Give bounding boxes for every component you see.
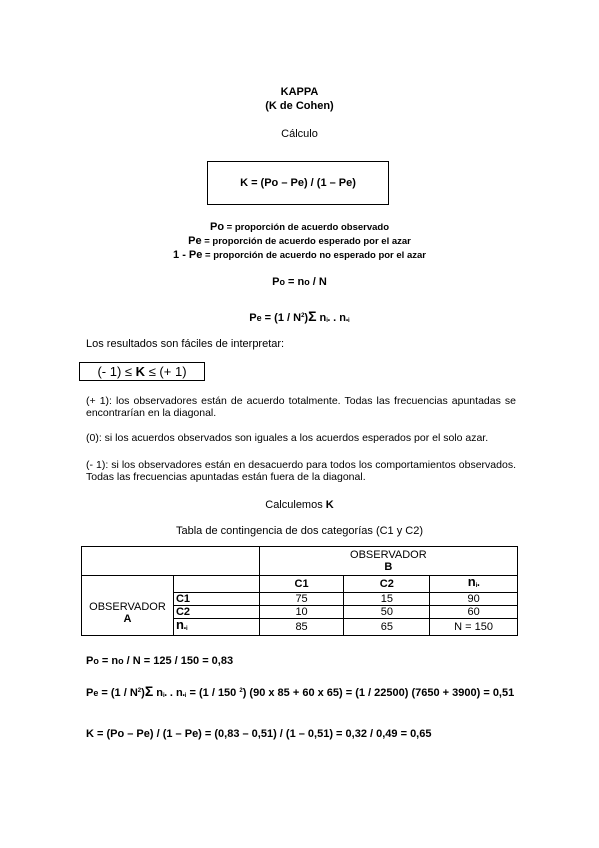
result-po-eq: = n	[98, 655, 119, 667]
result-pe-sup2: 2	[239, 688, 243, 694]
po-formula-eq: = n	[284, 276, 305, 288]
cell-c1-c1: 75	[259, 593, 344, 606]
col-header-total	[430, 576, 518, 593]
pe-formula-close: )	[304, 312, 309, 324]
total-c2: 65	[344, 619, 430, 636]
po-formula-sub: o	[279, 277, 285, 287]
pe-formula-n2: . n	[330, 312, 346, 324]
intro-text: Los resultados son fáciles de interpretar:	[86, 338, 285, 350]
result-sigma-symbol: Σ	[144, 683, 154, 699]
kappa-formula: K = (Po – Pe) / (1 – Pe)	[240, 177, 356, 189]
table-header-row	[82, 547, 518, 576]
calc-heading-text: Calculemos	[265, 499, 326, 511]
pe-sub: e	[195, 235, 202, 247]
table-caption: Tabla de contingencia de dos categorías (C1 y C2)	[175, 525, 424, 537]
result-pe-p: P	[86, 687, 94, 699]
definition-pe	[0, 235, 599, 248]
observer-b-header	[259, 547, 517, 576]
one-minus-pe-symbol: 1 - P	[173, 249, 197, 261]
calc-heading-k: K	[325, 499, 334, 511]
result-po-n-sub: o	[118, 656, 124, 666]
po-formula-n-sub: o	[304, 277, 310, 287]
interpretation-plus-one: (+ 1): los observadores están de acuerdo totalmente. Todas las frecuencias apuntadas se encontrarían en la diagonal.	[86, 395, 516, 419]
result-pe-n2: . n	[166, 687, 183, 699]
result-pe-sup: 2	[137, 688, 142, 694]
observer-b-label: OBSERVADOR	[350, 549, 427, 561]
po-formula	[0, 276, 599, 288]
col-total-n: n	[467, 574, 476, 589]
definition-po	[0, 221, 599, 234]
pe-formula-n2-sub: •i	[345, 318, 350, 324]
range-right: ≤ (+ 1)	[148, 364, 187, 379]
kappa-range-box	[79, 362, 205, 381]
result-pe-rest2: ) (90 x 85 + 60 x 65) = (1 / 22500) (7650 + 3900) = 0,51	[242, 687, 515, 699]
cell-c2-total: 60	[430, 606, 518, 619]
observer-a-letter: A	[123, 612, 132, 625]
cell-c2-c1: 10	[259, 606, 344, 619]
result-po-rest: / N = 125 / 150 = 0,83	[123, 655, 234, 667]
contingency-table	[81, 546, 518, 636]
empty-corner-cell	[82, 547, 260, 576]
col-header-c2: C2	[344, 576, 430, 593]
row-label-c1: C1	[173, 593, 259, 606]
pe-formula-n1-sub: i•	[326, 318, 331, 324]
cell-c1-total: 90	[430, 593, 518, 606]
row-total-n: n	[175, 617, 184, 632]
cell-c1-c2: 15	[344, 593, 430, 606]
row-total-sub: •i	[183, 626, 188, 632]
calc-heading	[0, 498, 599, 512]
range-left: (- 1) ≤	[97, 364, 133, 379]
document-title: KAPPA	[280, 86, 319, 98]
po-formula-rest: / N	[309, 276, 327, 288]
result-k: K = (Po – Pe) / (1 – Pe) = (0,83 – 0,51) / (1 – 0,51) = 0,32 / 0,49 = 0,65	[86, 728, 432, 740]
one-minus-pe-sub: e	[196, 249, 203, 261]
observer-a-header	[82, 576, 174, 636]
result-po-p: P	[86, 655, 94, 667]
result-pe-n2-sub: •i	[182, 693, 187, 699]
result-pe-rest1: = (1 / 150	[186, 687, 240, 699]
table-column-header-row	[82, 576, 518, 593]
result-po-sub: o	[93, 656, 99, 666]
pe-formula-eq: = (1 / N	[261, 312, 302, 324]
result-pe-eq: = (1 / N	[98, 687, 138, 699]
empty-header-cell	[173, 576, 259, 593]
pe-formula-p: P	[249, 312, 257, 324]
po-symbol: P	[209, 221, 218, 233]
pe-text: = proporción de acuerdo esperado por el azar	[201, 236, 411, 247]
pe-formula	[0, 308, 599, 324]
po-sub: o	[217, 221, 225, 233]
col-total-sub: i•	[475, 583, 480, 589]
result-po	[86, 654, 526, 668]
pe-formula-sub: e	[256, 313, 262, 323]
observer-b-letter: B	[384, 561, 393, 573]
row-label-c2: C2	[173, 606, 259, 619]
interpretation-minus-one: (- 1): si los observadores están en desacuerdo para todos los comportamientos observados. Todas las frecuencias apuntadas están fuera de la diagonal.	[86, 459, 516, 483]
one-minus-pe-text: = proporción de acuerdo no esperado por el azar	[202, 250, 426, 261]
pe-formula-n1: n	[316, 312, 327, 324]
section-heading: Cálculo	[281, 128, 318, 140]
sigma-symbol: Σ	[308, 308, 317, 324]
document-subtitle: (K de Cohen)	[265, 100, 334, 112]
result-pe-n1-sub: i•	[163, 693, 167, 699]
result-pe-n1: n	[153, 687, 163, 699]
result-pe-close: )	[141, 687, 145, 699]
range-k: K	[135, 364, 146, 379]
observer-a-label: OBSERVADOR	[89, 600, 166, 613]
interpretation-zero: (0): si los acuerdos observados son iguales a los acuerdos esperados por el solo azar.	[86, 432, 489, 444]
row-label-total	[173, 619, 259, 636]
kappa-formula-box	[207, 161, 389, 205]
result-pe-sub: e	[93, 688, 99, 698]
pe-formula-sup: 2	[301, 313, 305, 319]
pe-symbol: P	[188, 235, 196, 247]
result-pe	[86, 684, 526, 703]
po-formula-p: P	[272, 276, 280, 288]
total-n: N = 150	[430, 619, 518, 636]
definition-one-minus-pe	[0, 249, 599, 262]
total-c1: 85	[259, 619, 344, 636]
col-header-c1: C1	[259, 576, 344, 593]
cell-c2-c2: 50	[344, 606, 430, 619]
po-text: = proporción de acuerdo observado	[224, 222, 390, 233]
